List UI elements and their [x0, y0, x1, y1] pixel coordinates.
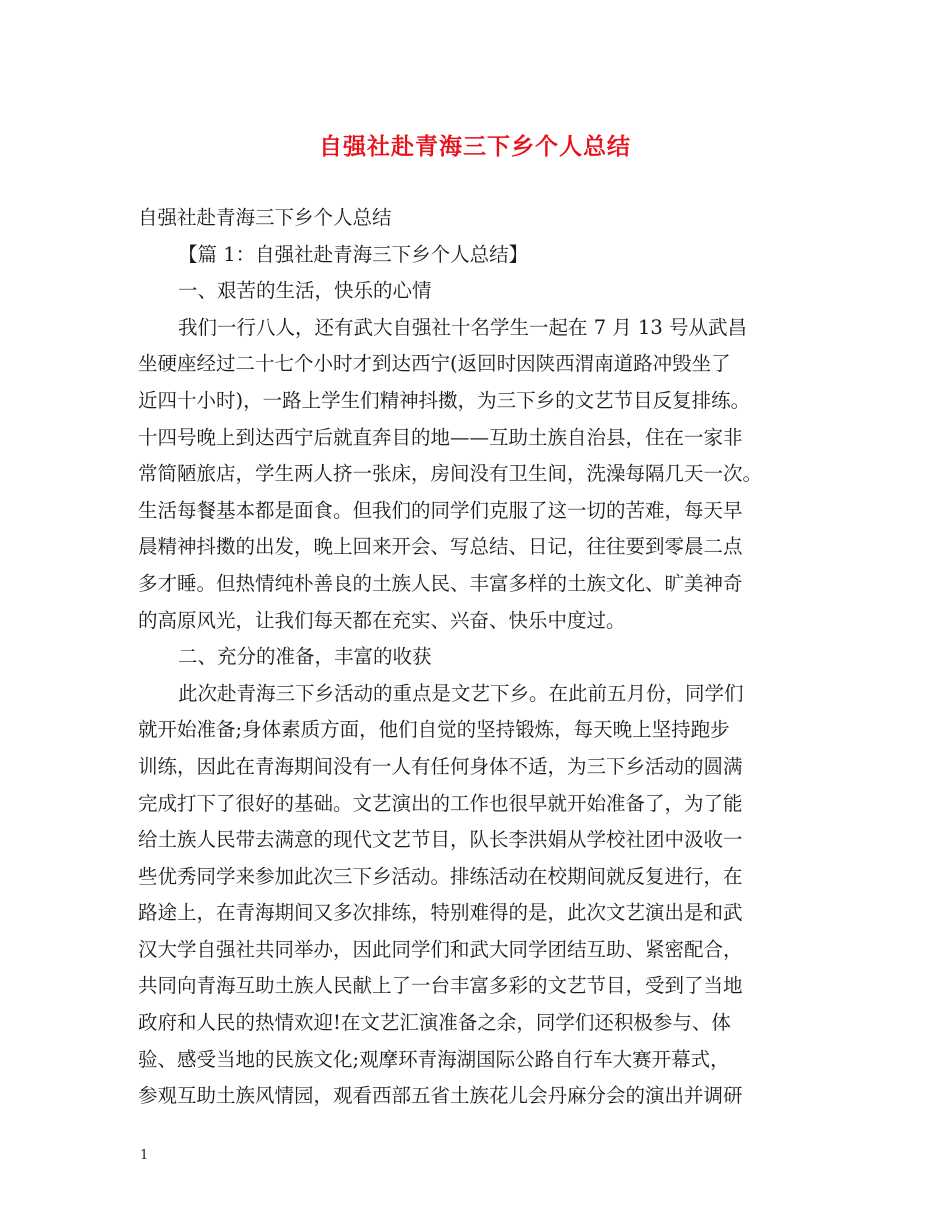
- body-line: 多才睡。但热情纯朴善良的土族人民、丰富多样的土族文化、旷美神奇: [138, 571, 743, 595]
- body-line: 些优秀同学来参加此次三下乡活动。排练活动在校期间就反复进行，在: [138, 864, 743, 888]
- body-line: 路途上，在青海期间又多次排练，特别难得的是，此次文艺演出是和武: [138, 901, 743, 925]
- body-line: 生活每餐基本都是面食。但我们的同学们克服了这一切的苦难，每天早: [138, 498, 743, 522]
- body-line: 完成打下了很好的基础。文艺演出的工作也很早就开始准备了，为了能: [138, 791, 743, 815]
- body-line: 自强社赴青海三下乡个人总结: [138, 206, 392, 229]
- body-line: 常简陋旅店，学生两人挤一张床，房间没有卫生间，洗澡每隔几天一次。: [138, 462, 763, 486]
- document-title: 自强社赴青海三下乡个人总结: [319, 133, 631, 160]
- body-line: 坐硬座经过二十七个小时才到达西宁(返回时因陕西渭南道路冲毁坐了: [138, 352, 731, 376]
- body-line: 参观互助土族风情园，观看西部五省土族花儿会丹麻分会的演出并调研: [138, 1084, 743, 1108]
- body-line: 验、感受当地的民族文化;观摩环青海湖国际公路自行车大赛开幕式，: [138, 1047, 730, 1071]
- section-heading: 二、充分的准备，丰富的收获: [178, 645, 432, 669]
- page-number: 1: [140, 1148, 149, 1163]
- section-heading: 【篇 1：自强社赴青海三下乡个人总结】: [178, 242, 529, 266]
- paragraph-first-line: 我们一行八人，还有武大自强社十名学生一起在 7 月 13 号从武昌: [178, 315, 748, 339]
- paragraph-first-line: 此次赴青海三下乡活动的重点是文艺下乡。在此前五月份，同学们: [178, 681, 744, 705]
- body-line: 就开始准备;身体素质方面，他们自觉的坚持锻炼，每天晚上坚持跑步: [138, 718, 730, 742]
- body-line: 共同向青海互助土族人民献上了一台丰富多彩的文艺节目，受到了当地: [138, 974, 743, 998]
- body-line: 的高原风光，让我们每天都在充实、兴奋、快乐中度过。: [138, 608, 626, 632]
- body-line: 汉大学自强社共同举办，因此同学们和武大同学团结互助、紧密配合，: [138, 937, 743, 961]
- body-line: 政府和人民的热情欢迎!在文艺汇演准备之余，同学们还积极参与、体: [138, 1011, 731, 1035]
- body-line: 给土族人民带去满意的现代文艺节目，队长李洪娟从学校社团中汲收一: [138, 828, 743, 852]
- body-line: 十四号晚上到达西宁后就直奔目的地——互助土族自治县，住在一家非: [138, 425, 743, 449]
- body-line: 晨精神抖擞的出发，晚上回来开会、写总结、日记，往往要到零晨二点: [138, 535, 743, 559]
- document-body: [138, 200, 828, 1115]
- body-line: 近四十小时)，一路上学生们精神抖擞，为三下乡的文艺节目反复排练。: [138, 388, 751, 412]
- body-line: 训练，因此在青海期间没有一人有任何身体不适，为三下乡活动的圆满: [138, 754, 743, 778]
- section-heading: 一、艰苦的生活，快乐的心情: [178, 279, 432, 303]
